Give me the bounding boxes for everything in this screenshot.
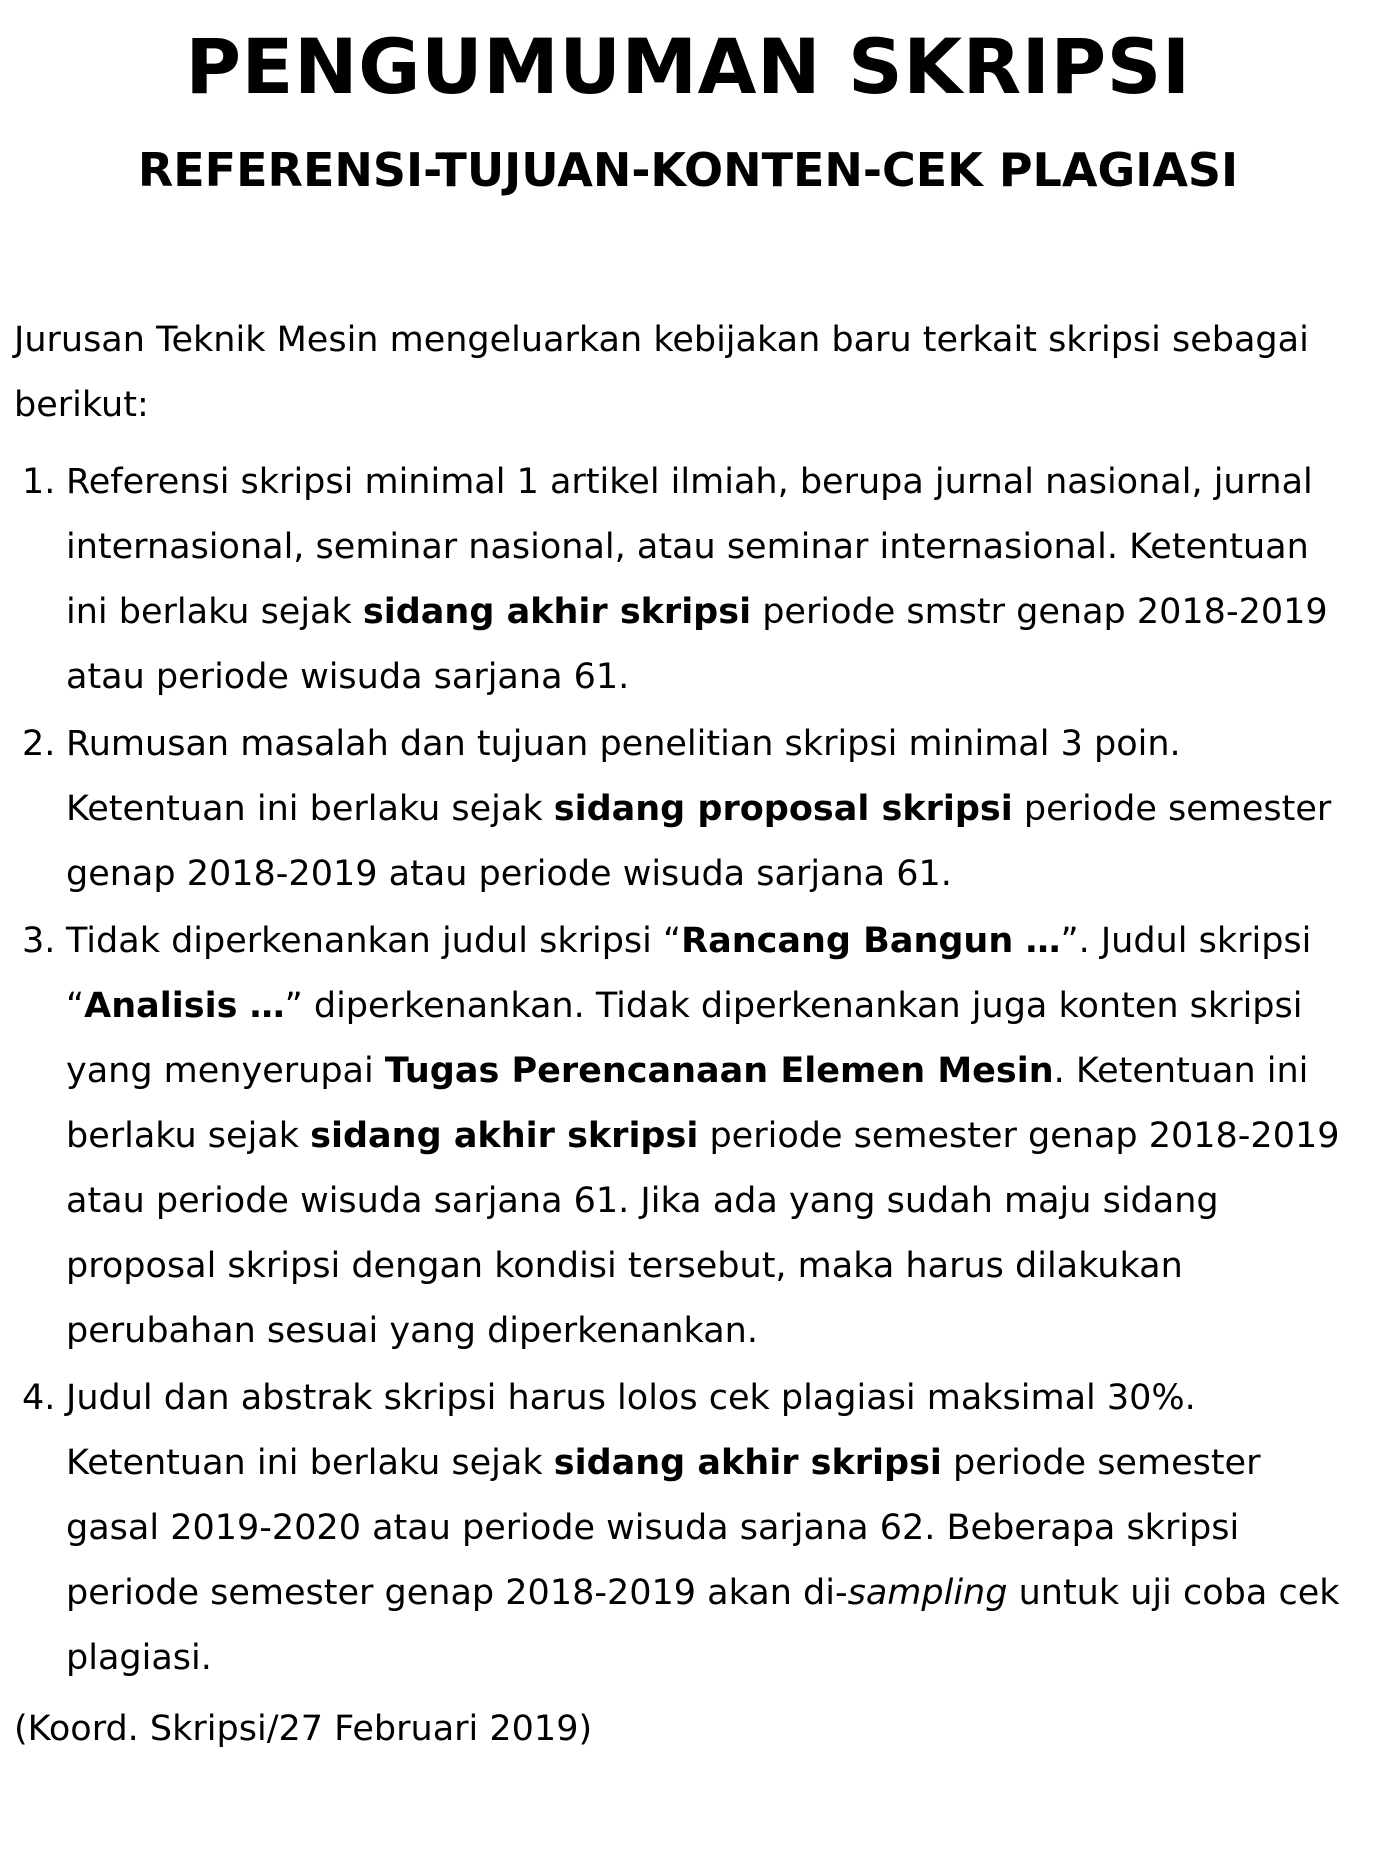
item-text: periode semester gasal 2019-2020 atau periode wisuda sarjana 62. Beberapa skripsi periode semester genap 2018-2019 akan di- bbox=[66, 1443, 1261, 1613]
item-text: ”. Judul skripsi “ bbox=[66, 921, 1312, 1026]
policy-item-1 bbox=[14, 450, 1354, 710]
item-text: periode smstr genap 2018-2019 atau periode wisuda sarjana 61. bbox=[66, 592, 1328, 697]
footer-signature: (Koord. Skripsi/27 Februari 2019) bbox=[14, 1709, 593, 1749]
item-emphasis: sidang proposal skripsi bbox=[553, 789, 1013, 829]
item-emphasis: sidang akhir skripsi bbox=[310, 1116, 699, 1156]
item-text: Referensi skripsi minimal 1 artikel ilmiah, berupa jurnal nasional, jurnal internasional, seminar nasional, atau seminar internasional. Ketentuan ini berlaku sejak bbox=[66, 462, 1313, 632]
item-text: . Ketentuan ini berlaku sejak bbox=[66, 1051, 1309, 1156]
intro-paragraph: Jurusan Teknik Mesin mengeluarkan kebijakan baru terkait skripsi sebagai berikut: bbox=[14, 320, 1309, 425]
item-emphasis: sidang akhir skripsi bbox=[362, 592, 752, 632]
item-number: 3. bbox=[22, 921, 56, 961]
item-text: ” diperkenankan. Tidak diperkenankan juga konten skripsi yang menyerupai bbox=[66, 986, 1303, 1091]
policy-item-3 bbox=[14, 909, 1354, 1364]
policy-item-2 bbox=[14, 712, 1354, 907]
item-emphasis: Analisis … bbox=[84, 986, 285, 1026]
item-text: Rumusan masalah dan tujuan penelitian skripsi minimal 3 poin. Ketentuan ini berlaku sejak bbox=[66, 724, 1181, 829]
announcement-body bbox=[14, 308, 1354, 1762]
policy-list bbox=[14, 450, 1354, 1691]
item-number: 1. bbox=[22, 462, 56, 502]
item-number: 2. bbox=[22, 724, 56, 764]
item-text: periode semester genap 2018-2019 atau periode wisuda sarjana 61. Jika ada yang sudah maju sidang proposal skripsi dengan kondisi tersebut, maka harus dilakukan perubahan sesuai yang diperkenankan. bbox=[66, 1116, 1340, 1351]
item-emphasis: Rancang Bangun … bbox=[681, 921, 1061, 961]
item-italic: sampling bbox=[847, 1573, 1008, 1613]
announcement-title: PENGUMUMAN SKRIPSI bbox=[185, 22, 1191, 111]
item-text: periode semester genap 2018-2019 atau periode wisuda sarjana 61. bbox=[66, 789, 1332, 894]
item-emphasis: Tugas Perencanaan Elemen Mesin bbox=[384, 1051, 1054, 1091]
item-emphasis: sidang akhir skripsi bbox=[553, 1443, 942, 1483]
item-text: untuk uji coba cek plagiasi. bbox=[66, 1573, 1340, 1678]
item-text: Tidak diperkenankan judul skripsi “ bbox=[66, 921, 682, 961]
announcement-subtitle: REFERENSI-TUJUAN-KONTEN-CEK PLAGIASI bbox=[137, 143, 1239, 197]
item-number: 4. bbox=[22, 1378, 56, 1418]
item-text: Judul dan abstrak skripsi harus lolos cek plagiasi maksimal 30%. Ketentuan ini berlaku sejak bbox=[66, 1378, 1196, 1483]
policy-item-4 bbox=[14, 1366, 1354, 1691]
